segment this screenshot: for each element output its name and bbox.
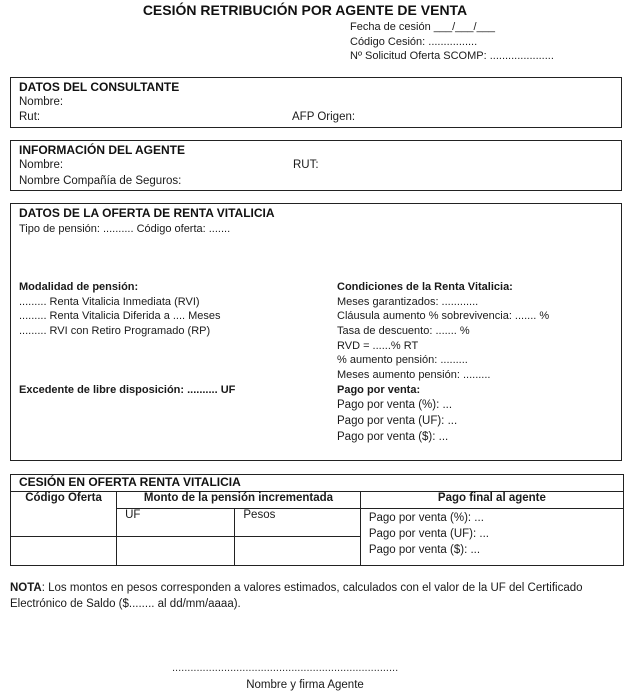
tipo-codigo-field[interactable]: Tipo de pensión: .......... Código oferta: .......	[19, 223, 231, 235]
modalidad-option-rvi[interactable]: ......... Renta Vitalicia Inmediata (RVI)	[19, 296, 200, 308]
document-title: CESIÓN RETRIBUCIÓN POR AGENTE DE VENTA	[142, 2, 468, 18]
meses-aumento-field[interactable]: Meses aumento pensión: .........	[337, 369, 491, 381]
sub-uf-header: UF	[117, 509, 235, 537]
modalidad-option-rp[interactable]: ......... RVI con Retiro Programado (RP)	[19, 325, 211, 337]
monto-uf-input[interactable]	[117, 537, 235, 566]
agente-rut-field[interactable]: RUT:	[293, 159, 319, 171]
nota-label: NOTA	[10, 582, 42, 594]
oferta-section	[10, 203, 622, 461]
pago-final-uf[interactable]: Pago por venta (UF): ...	[368, 528, 489, 540]
agente-section	[10, 140, 622, 191]
cesion-table	[10, 474, 624, 566]
consultante-heading: DATOS DEL CONSULTANTE	[19, 80, 180, 94]
cesion-heading: CESIÓN EN OFERTA RENTA VITALICIA	[11, 475, 624, 492]
oferta-heading: DATOS DE LA OFERTA DE RENTA VITALICIA	[19, 206, 275, 220]
solicitud-scomp-field[interactable]: Nº Solicitud Oferta SCOMP: .....................	[350, 50, 554, 62]
meses-garantizados-field[interactable]: Meses garantizados: ............	[337, 296, 479, 308]
monto-pesos-input[interactable]	[235, 537, 360, 566]
fecha-cesion-field[interactable]: Fecha de cesión ___/___/___	[350, 21, 495, 33]
condiciones-heading: Condiciones de la Renta Vitalicia:	[337, 281, 513, 293]
clausula-sobrevivencia-field[interactable]: Cláusula aumento % sobrevivencia: ....... %	[337, 310, 550, 322]
codigo-cesion-field[interactable]: Código Cesión: ................	[350, 36, 478, 48]
consultante-rut-field[interactable]: Rut:	[19, 111, 41, 123]
sub-pesos-header: Pesos	[235, 509, 360, 537]
pago-porcentaje-field[interactable]: Pago por venta (%): ...	[337, 399, 453, 411]
nota-paragraph	[10, 580, 610, 612]
agente-heading: INFORMACIÓN DEL AGENTE	[19, 143, 186, 157]
consultante-nombre-field[interactable]: Nombre:	[19, 96, 64, 108]
modalidad-heading: Modalidad de pensión:	[19, 281, 139, 293]
tasa-descuento-field[interactable]: Tasa de descuento: ....... %	[337, 325, 470, 337]
consultante-section	[10, 77, 622, 128]
excedente-field[interactable]: Excedente de libre disposición: .......... UF	[19, 384, 236, 396]
agente-nombre-field[interactable]: Nombre:	[19, 159, 64, 171]
modalidad-option-diferida[interactable]: ......... Renta Vitalicia Diferida a .... Meses	[19, 310, 221, 322]
pago-uf-field[interactable]: Pago por venta (UF): ...	[337, 415, 458, 427]
pago-final-porcentaje[interactable]: Pago por venta (%): ...	[368, 512, 484, 524]
pago-final-cell	[360, 509, 623, 566]
signature-label: Nombre y firma Agente	[246, 679, 364, 691]
agente-compania-field[interactable]: Nombre Compañía de Seguros:	[19, 175, 182, 187]
codigo-oferta-input[interactable]	[11, 537, 117, 566]
consultante-afp-field[interactable]: AFP Origen:	[292, 111, 356, 123]
col-pago-final: Pago final al agente	[360, 492, 623, 509]
pago-pesos-field[interactable]: Pago por venta ($): ...	[337, 431, 449, 443]
pago-heading: Pago por venta:	[337, 384, 421, 396]
aumento-pension-field[interactable]: % aumento pensión: .........	[337, 354, 468, 366]
col-monto-pension: Monto de la pensión incrementada	[117, 492, 361, 509]
rvd-field[interactable]: RVD = ......% RT	[337, 340, 419, 352]
pago-final-pesos[interactable]: Pago por venta ($): ...	[368, 544, 481, 556]
signature-line[interactable]: ..........................................................................	[172, 662, 399, 674]
nota-text: : Los montos en pesos corresponden a valores estimados, calculados con el valor de la UF del Certificado Electrónico de Saldo ($........ al dd/mm/aaaa).	[10, 582, 583, 610]
col-codigo-oferta: Código Oferta	[11, 492, 117, 537]
